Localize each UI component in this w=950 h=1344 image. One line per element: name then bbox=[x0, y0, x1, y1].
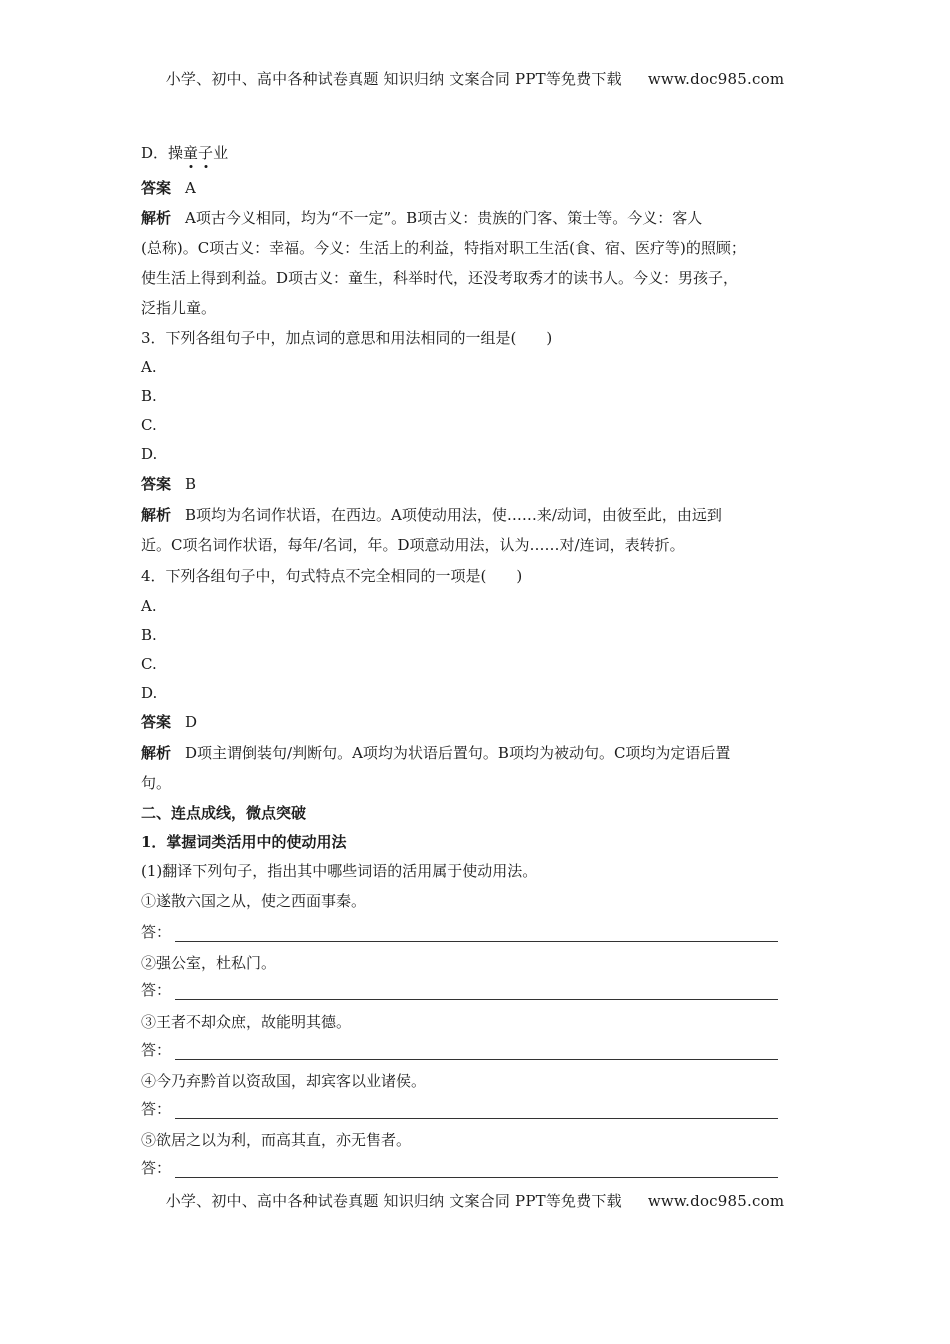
answer-row-3[interactable] bbox=[141, 1040, 778, 1060]
answer-label: 答案 bbox=[141, 475, 172, 493]
analysis-text: 句。 bbox=[141, 774, 172, 792]
answer-row-4[interactable] bbox=[141, 1099, 778, 1119]
q3-option-b: B. bbox=[141, 387, 157, 405]
page-header bbox=[0, 68, 950, 89]
answer-blank[interactable] bbox=[175, 1104, 778, 1119]
answer-row-2[interactable] bbox=[141, 980, 778, 1000]
q3-option-c: C. bbox=[141, 416, 157, 434]
q4-stem: 4．下列各组句子中，句式特点不完全相同的一项是( ) bbox=[141, 567, 523, 585]
analysis-label: 解析 bbox=[141, 744, 172, 762]
q2-analysis-line-2 bbox=[141, 238, 746, 258]
analysis-text: 泛指儿童。 bbox=[141, 299, 217, 317]
section-subtitle: 1．掌握词类活用中的使动用法 bbox=[141, 833, 347, 851]
section-title: 二、连点成线，微点突破 bbox=[141, 804, 307, 822]
q2-analysis-line-4 bbox=[141, 298, 216, 318]
q3-analysis-line-2 bbox=[141, 535, 685, 555]
answer-row-1[interactable] bbox=[141, 922, 778, 942]
answer-value: B bbox=[185, 475, 197, 493]
emphasis-char: 子 bbox=[198, 144, 214, 162]
answer-prefix: 答： bbox=[141, 981, 172, 999]
exercise-item-1: ①遂散六国之从，使之西面事秦。 bbox=[141, 892, 367, 910]
header-text: 小学、初中、高中各种试卷真题 知识归纳 文案合同 PPT等免费下载 bbox=[165, 70, 622, 88]
analysis-label: 解析 bbox=[141, 209, 172, 227]
footer-text: 小学、初中、高中各种试卷真题 知识归纳 文案合同 PPT等免费下载 bbox=[165, 1192, 622, 1210]
answer-prefix: 答： bbox=[141, 923, 172, 941]
answer-blank[interactable] bbox=[175, 927, 778, 942]
q4-option-d: D. bbox=[141, 684, 158, 702]
q4-option-c: C. bbox=[141, 655, 157, 673]
option-d-prefix: D．操 bbox=[141, 144, 184, 162]
q4-option-b: B. bbox=[141, 626, 157, 644]
q2-option-d bbox=[141, 143, 228, 163]
q2-answer bbox=[141, 178, 196, 198]
exercise-item-4: ④今乃弃黔首以资敌国，却宾客以业诸侯。 bbox=[141, 1072, 427, 1090]
answer-row-5[interactable] bbox=[141, 1158, 778, 1178]
header-url[interactable]: www.doc985.com bbox=[647, 70, 785, 88]
analysis-text: (总称)。C项古义：幸福。今义：生活上的利益，特指对职工生活(食、宿、医疗等)的照顾； bbox=[141, 239, 746, 257]
page-footer bbox=[0, 1190, 950, 1211]
answer-prefix: 答： bbox=[141, 1041, 172, 1059]
q3-option-a: A. bbox=[141, 358, 157, 376]
answer-prefix: 答： bbox=[141, 1100, 172, 1118]
analysis-text: D项主谓倒装句/判断句。A项均为状语后置句。B项均为被动句。C项均为定语后置 bbox=[185, 744, 731, 762]
analysis-text: B项均为名词作状语，在西边。A项使动用法，使……来/动词，由彼至此，由远到 bbox=[185, 506, 722, 524]
exercise-item-2: ②强公室，杜私门。 bbox=[141, 954, 277, 972]
exercise-item-3: ③王者不却众庶，故能明其德。 bbox=[141, 1013, 352, 1031]
q4-analysis-line-1 bbox=[141, 743, 730, 763]
q4-option-a: A. bbox=[141, 597, 157, 615]
exercise-item-5: ⑤欲居之以为利，而高其直，亦无售者。 bbox=[141, 1131, 412, 1149]
q3-stem: 3．下列各组句子中，加点词的意思和用法相同的一组是( ) bbox=[141, 329, 553, 347]
q4-analysis-line-2 bbox=[141, 773, 171, 793]
analysis-text: 使生活上得到利益。D项古义：童生，科举时代，还没考取秀才的读书人。今义：男孩子， bbox=[141, 269, 739, 287]
q2-analysis-line-3 bbox=[141, 268, 738, 288]
q3-answer bbox=[141, 474, 196, 494]
option-d-suffix: 业 bbox=[213, 144, 229, 162]
answer-blank[interactable] bbox=[175, 1163, 778, 1178]
analysis-text: A项古今义相同，均为“不一定”。B项古义：贵族的门客、策士等。今义：客人 bbox=[185, 209, 703, 227]
answer-blank[interactable] bbox=[175, 1045, 778, 1060]
analysis-text: 近。C项名词作状语，每年/名词，年。D项意动用法，认为……对/连词，表转折。 bbox=[141, 536, 685, 554]
q2-analysis-line-1 bbox=[141, 208, 702, 228]
emphasis-char: 童 bbox=[183, 144, 199, 162]
q3-option-d: D. bbox=[141, 445, 158, 463]
footer-url[interactable]: www.doc985.com bbox=[647, 1192, 785, 1210]
analysis-label: 解析 bbox=[141, 506, 172, 524]
answer-value: D bbox=[185, 713, 198, 731]
answer-blank[interactable] bbox=[175, 985, 778, 1000]
answer-prefix: 答： bbox=[141, 1159, 172, 1177]
answer-label: 答案 bbox=[141, 179, 172, 197]
q4-answer bbox=[141, 712, 197, 732]
section-instruction: (1)翻译下列句子，指出其中哪些词语的活用属于使动用法。 bbox=[141, 862, 538, 880]
answer-label: 答案 bbox=[141, 713, 172, 731]
answer-value: A bbox=[185, 179, 196, 197]
q3-analysis-line-1 bbox=[141, 505, 722, 525]
